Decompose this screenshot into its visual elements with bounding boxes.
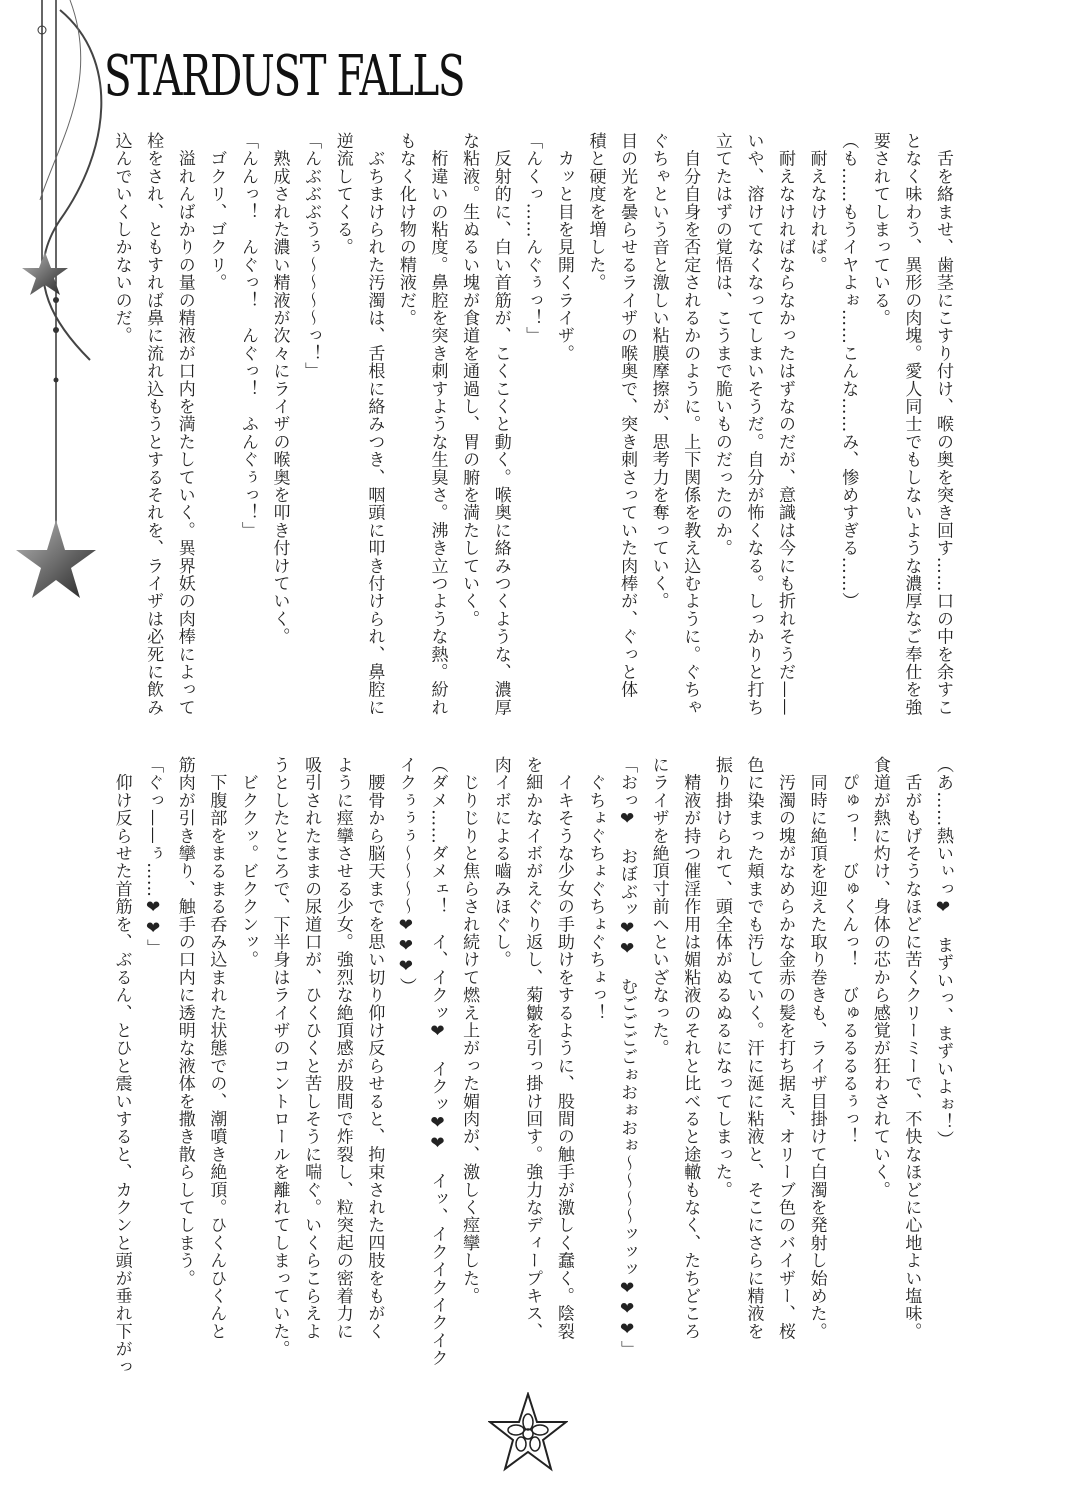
text-line: 精液が持つ催淫作用は媚粘液のそれと比べると途轍もなく、たちどころ xyxy=(680,756,701,1341)
text-line: 逆流してくる。 xyxy=(332,132,353,256)
text-line: イキそうな少女の手助けをするように、股間の触手が激しく蠢く。陰裂 xyxy=(553,756,574,1341)
text-line: 下腹部をまるまる呑み込まれた状態での、潮噴き絶頂。ひくんひくんと xyxy=(206,756,227,1341)
text-line: ビククッ。ビククンッ。 xyxy=(237,756,258,969)
text-line: 「おっ❤ おぼぶッ❤❤ むごごごごぉおぉおぉ～～～～ッッッ❤❤❤」 xyxy=(617,756,638,1359)
text-line: カッと目を見開くライザ。 xyxy=(553,132,574,363)
text-line: 熟成された濃い精液が次々にライザの喉奥を叩き付けていく。 xyxy=(269,132,290,646)
text-line: 色に染まった頬までも汚していく。汗に涎に粘液と、そこにさらに精液を xyxy=(743,756,764,1341)
text-line: を細かなイボがえぐり返し、菊皺を引っ掛け回す。強力なディープキス、 xyxy=(522,756,543,1341)
text-line: 栓をされ、ともすれば鼻に流れ込もうとするそれを、ライザは必死に飲み xyxy=(143,132,164,717)
text-line: ぐちゃという音と激しい粘膜摩擦が、思考力を奪っていく。 xyxy=(648,132,669,610)
text-line: うとしたところで、下半身はライザのコントロールを離れてしまっていた。 xyxy=(269,756,290,1358)
text-line: いや、溶けてなくなってしまいそうだ。自分が怖くなる。しっかりと打ち xyxy=(743,132,764,717)
star-flower-emblem-icon xyxy=(488,1392,568,1472)
text-line: （ダメ……ダメェ！ イ、イクッ❤ イクッ❤❤ イッ、イクイクイクイク xyxy=(427,756,448,1367)
text-line: 耐えなければ。 xyxy=(806,132,827,274)
text-line: 自分自身を否定されるかのように。上下関係を教え込むように。ぐちゃ xyxy=(680,132,701,717)
text-line: イクぅぅぅ～～～～❤❤❤） xyxy=(395,756,416,996)
text-line: 「んんっ！ んぐっ！ んぐっ！ ふんぐぅっ！」 xyxy=(237,132,258,540)
text-line: ように痙攣させる少女。強烈な絶頂感が股間で炸裂し、粒突起の密着力に xyxy=(332,756,353,1341)
text-line: 吸引されたままの尿道口が、ひくひくと苦しそうに喘ぐ。いくらこらえよ xyxy=(301,756,322,1341)
text-line: 同時に絶頂を迎えた取り巻きも、ライザ目掛けて白濁を発射し始めた。 xyxy=(806,756,827,1341)
text-line: 仰け反らせた首筋を、ぶるん、とひと震いすると、カクンと頭が垂れ下がっ xyxy=(111,756,132,1376)
text-block-upper xyxy=(105,132,958,732)
text-line: ぶちまけられた汚濁は、舌根に絡みつき、咽頭に叩き付けられ、鼻腔に xyxy=(364,132,385,717)
text-line: もなく化け物の精液だ。 xyxy=(395,132,416,327)
text-line: ゴクリ、ゴクリ。 xyxy=(206,132,227,292)
text-line: 溢れんばかりの量の精液が口内を満たしていく。異界妖の肉棒によって xyxy=(174,132,195,717)
text-line: 目の光を曇らせるライザの喉奥で、突き刺さっていた肉棒が、ぐっと体 xyxy=(617,132,638,699)
text-line: 汚濁の塊がなめらかな金赤の髪を打ち据え、オリーブ色のバイザー、桜 xyxy=(775,756,796,1341)
text-line: 舌を絡ませ、歯茎にこすり付け、喉の奥を突き回す……口の中を余すこ xyxy=(933,132,953,717)
text-line: 肉イボによる嚙みほぐし。 xyxy=(490,756,511,969)
text-line: 積と硬度を増した。 xyxy=(585,132,606,292)
text-line: にライザを絶頂寸前へといざなった。 xyxy=(648,756,669,1057)
large-star-icon xyxy=(16,520,96,598)
falling-stars-decoration xyxy=(0,0,110,620)
text-line: 「ぐっ——ぅ……❤❤」 xyxy=(143,756,164,957)
text-line: （あ……熱いぃっ❤ まずいっ、まずいよぉ！） xyxy=(933,756,953,1149)
text-block-lower xyxy=(105,756,958,1386)
text-line: 反射的に、白い首筋が、こくこくと動く。喉奥に絡みつくような、濃厚 xyxy=(490,132,511,717)
text-line: 込んでいくしかないのだ。 xyxy=(111,132,132,345)
text-line: 「んくっ……んぐぅっ！」 xyxy=(522,132,543,345)
page-title: STARDUST FALLS xyxy=(104,44,465,109)
text-line: 「んぶぶぶうぅ～～～～っ！」 xyxy=(301,132,322,380)
text-line: 立てたはずの覚悟は、こうまで脆いものだったのか。 xyxy=(711,132,732,557)
text-line: 腰骨から脳天までを思い切り仰け反らせると、拘束された四肢をもがく xyxy=(364,756,385,1341)
text-line: 耐えなければならなかったはずなのだが、意識は今にも折れそうだ—— xyxy=(775,132,796,717)
text-line: じりじりと焦らされ続けて燃え上がった媚肉が、激しく痙攣した。 xyxy=(459,756,480,1305)
text-line: 要されてしまっている。 xyxy=(869,132,890,327)
text-line: 筋肉が引き攣り、触手の口内に透明な液体を撒き散らしてしまう。 xyxy=(174,756,195,1287)
text-line: （も……もうイヤよぉ……こんな……み、惨めすぎる……） xyxy=(838,132,859,610)
text-line: 食道が熱に灼け、身体の芯から感覚が狂わされていく。 xyxy=(869,756,890,1199)
text-line: 桁違いの粘度。鼻腔を突き刺すような生臭さ。沸き立つような熱。紛れ xyxy=(427,132,448,717)
text-line: 振り掛けられて、頭全体がぬるぬるになってしまった。 xyxy=(711,756,732,1199)
text-line: となく味わう、異形の肉塊。愛人同士でもしないような濃厚なご奉仕を強 xyxy=(901,132,922,717)
text-line: な粘液。生ぬるい塊が食道を通過し、胃の腑を満たしていく。 xyxy=(459,132,480,628)
text-line: 舌がもげそうなほどに苦くクリーミーで、不快なほどに心地よい塩味。 xyxy=(901,756,922,1341)
text-line: ぴゅっ！ びゅくんっ！ びゅるるるるぅっ！ xyxy=(838,756,859,1146)
text-line: ぐちょぐちょぐちょぐちょっ！ xyxy=(585,756,606,1022)
